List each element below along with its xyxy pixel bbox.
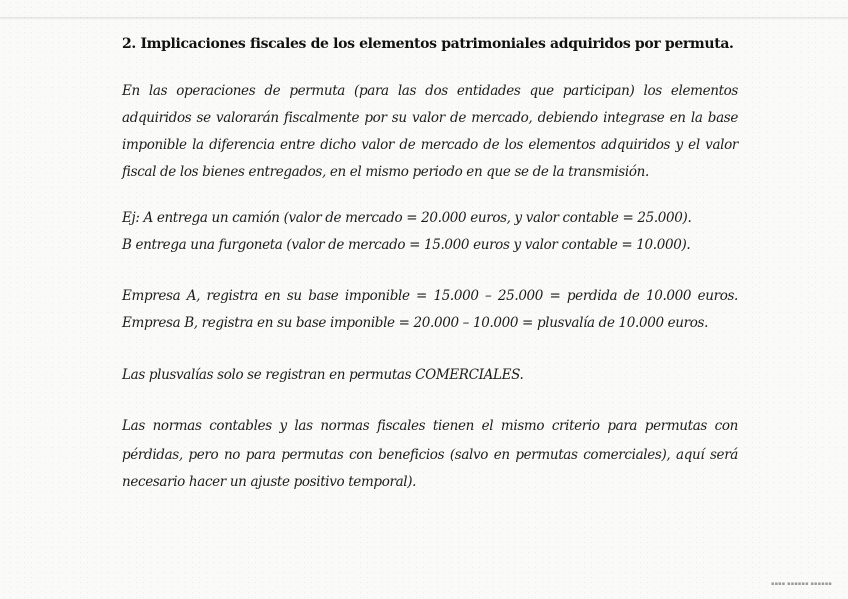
- paragraph-1-line-4: fiscal de los bienes entregados, en el mismo periodo en que se de la transmisión.: [122, 164, 649, 180]
- paragraph-1-line-2: adquiridos se valorarán fiscalmente por su valor de mercado, debiendo integrase en la base: [122, 110, 738, 126]
- example-line-2: B entrega una furgoneta (valor de mercado = 15.000 euros y valor contable = 10.000).: [122, 237, 691, 253]
- result-line-b: Empresa B, registra en su base imponible = 20.000 – 10.000 = plusvalía de 10.000 euros.: [122, 315, 709, 331]
- scan-edge: [0, 17, 848, 20]
- paragraph-2-line-2: pérdidas, pero no para permutas con beneficios (salvo en permutas comerciales), aquí será: [122, 447, 738, 463]
- result-line-a: Empresa A, registra en su base imponible = 15.000 – 25.000 = perdida de 10.000 euros.: [122, 288, 738, 304]
- paragraph-2-line-1: Las normas contables y las normas fiscales tienen el mismo criterio para permutas con: [122, 418, 738, 434]
- note-line: Las plusvalías solo se registran en permutas COMERCIALES.: [122, 367, 524, 383]
- paragraph-2-line-3: necesario hacer un ajuste positivo temporal).: [122, 474, 417, 490]
- paragraph-1-line-3: imponible la diferencia entre dicho valor de mercado de los elementos adquiridos y el valor: [122, 137, 738, 153]
- paragraph-1-line-1: En las operaciones de permuta (para las dos entidades que participan) los elementos: [122, 83, 738, 99]
- section-heading: 2. Implicaciones fiscales de los elementos patrimoniales adquiridos por permuta.: [122, 36, 734, 52]
- scanner-watermark: ▪▪▪▪ ▪▪▪▪▪▪ ▪▪▪▪▪▪: [771, 581, 832, 587]
- example-line-1: Ej: A entrega un camión (valor de mercado = 20.000 euros, y valor contable = 25.000).: [122, 210, 692, 226]
